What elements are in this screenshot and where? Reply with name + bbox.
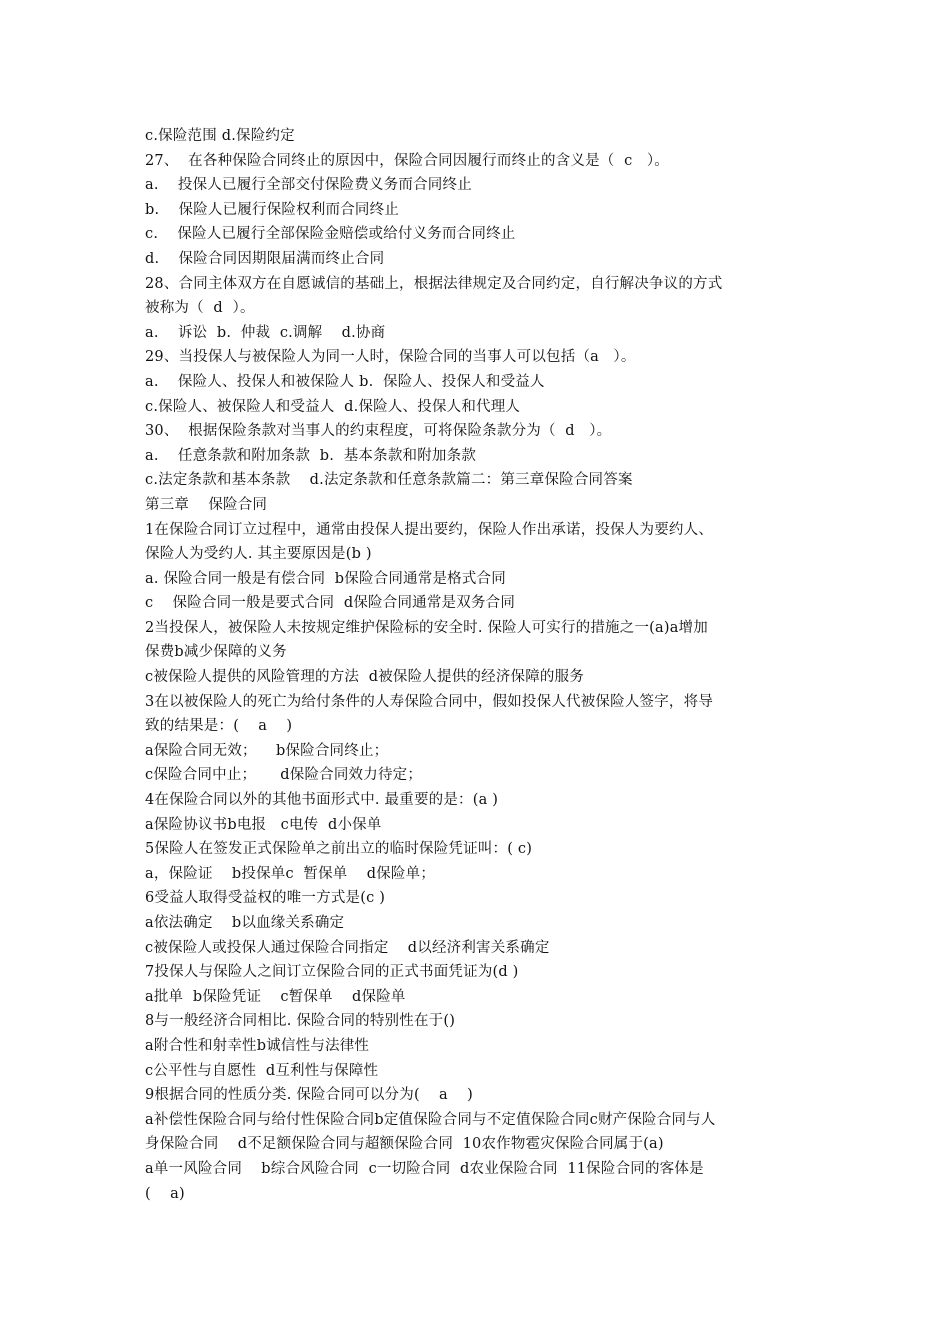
text-line: a保险合同无效； b保险合同终止； [145,742,389,759]
text-line: a. 任意条款和附加条款 b. 基本条款和附加条款 [145,447,477,464]
text-line: 保险人为受约人. 其主要原因是(b ) [145,546,372,563]
text-line: c保险合同中止； d保险合同效力待定； [145,767,423,784]
text-line: a. 保险合同一般是有偿合同 b保险合同通常是格式合同 [145,570,506,587]
text-line: 第三章 保险合同 [145,496,268,513]
text-line: a. 保险人、投保人和被保险人 b. 保险人、投保人和受益人 [145,373,545,390]
document-body [145,124,815,1206]
text-line: 29、当投保人与被保险人为同一人时，保险合同的当事人可以包括（a ）。 [145,349,636,366]
text-line: c被保险人或投保人通过保险合同指定 d以经济利害关系确定 [145,939,550,956]
text-line: c. 保险人已履行全部保险金赔偿或给付义务而合同终止 [145,226,516,243]
text-line: 30、 根据保险条款对当事人的约束程度，可将保险条款分为（ d ）。 [145,423,612,440]
text-line: a. 诉讼 b. 仲裁 c.调解 d.协商 [145,324,386,341]
text-line: 1在保险合同订立过程中，通常由投保人提出要约，保险人作出承诺，投保人为要约人、 [145,521,714,538]
text-line: b. 保险人已履行保险权利而合同终止 [145,201,400,218]
text-line: 被称为（ d ）。 [145,300,255,317]
text-line: a依法确定 b以血缘关系确定 [145,915,345,931]
text-line: 3在以被保险人的死亡为给付条件的人寿保险合同中，假如投保人代被保险人签字，将导 [145,693,714,710]
text-line: 27、 在各种保险合同终止的原因中，保险合同因履行而终止的含义是（ c ）。 [145,152,669,169]
text-line: 4在保险合同以外的其他书面形式中. 最重要的是：(a ) [145,792,499,809]
text-line: c.法定条款和基本条款 d.法定条款和任意条款篇二：第三章保险合同答案 [145,472,633,489]
text-line: 身保险合同 d不足额保险合同与超额保险合同 10农作物雹灾保险合同属于(a) [145,1136,664,1153]
text-line: a. 投保人已履行全部交付保险费义务而合同终止 [145,177,472,194]
text-line: 保费b减少保障的义务 [145,644,287,661]
text-line: 2当投保人，被保险人未按规定维护保险标的安全时. 保险人可实行的措施之一(a)a增加 [145,619,708,636]
text-line: a，保险证 b投保单c 暂保单 d保险单； [145,865,436,882]
text-line: 8与一般经济合同相比. 保险合同的特别性在于() [145,1013,456,1030]
text-line: a附合性和射幸性b诚信性与法律性 [145,1037,370,1054]
text-line: 7投保人与保险人之间订立保险合同的正式书面凭证为(d ) [145,964,519,981]
text-line: d. 保险合同因期限届满而终止合同 [145,250,385,267]
text-line: c.保险人、被保险人和受益人 d.保险人、投保人和代理人 [145,398,521,415]
text-line: 6受益人取得受益权的唯一方式是(c ) [145,890,386,907]
text-line: 28、合同主体双方在自愿诚信的基础上，根据法律规定及合同约定，自行解决争议的方式 [145,275,723,292]
text-line: ( a) [145,1185,185,1202]
text-line: 5保险人在签发正式保险单之前出立的临时保险凭证叫：( c) [145,841,533,858]
text-line: c被保险人提供的风险管理的方法 d被保险人提供的经济保障的服务 [145,669,585,686]
text-line: c公平性与自愿性 d互利性与保障性 [145,1062,379,1079]
text-line: a补偿性保险合同与给付性保险合同b定值保险合同与不定值保险合同c财产保险合同与人 [145,1111,716,1128]
text-line: 致的结果是：( a ) [145,718,293,735]
text-line: a批单 b保险凭证 c暂保单 d保险单 [145,988,406,1005]
text-line: a保险协议书b电报 c电传 d小保单 [145,816,382,833]
text-line: a单一风险合同 b综合风险合同 c一切险合同 d农业保险合同 11保险合同的客体是 [145,1160,704,1177]
text-line: c.保险范围 d.保险约定 [145,128,295,144]
text-line: 9根据合同的性质分类. 保险合同可以分为( a ) [145,1087,473,1104]
text-line: c 保险合同一般是要式合同 d保险合同通常是双务合同 [145,595,516,612]
